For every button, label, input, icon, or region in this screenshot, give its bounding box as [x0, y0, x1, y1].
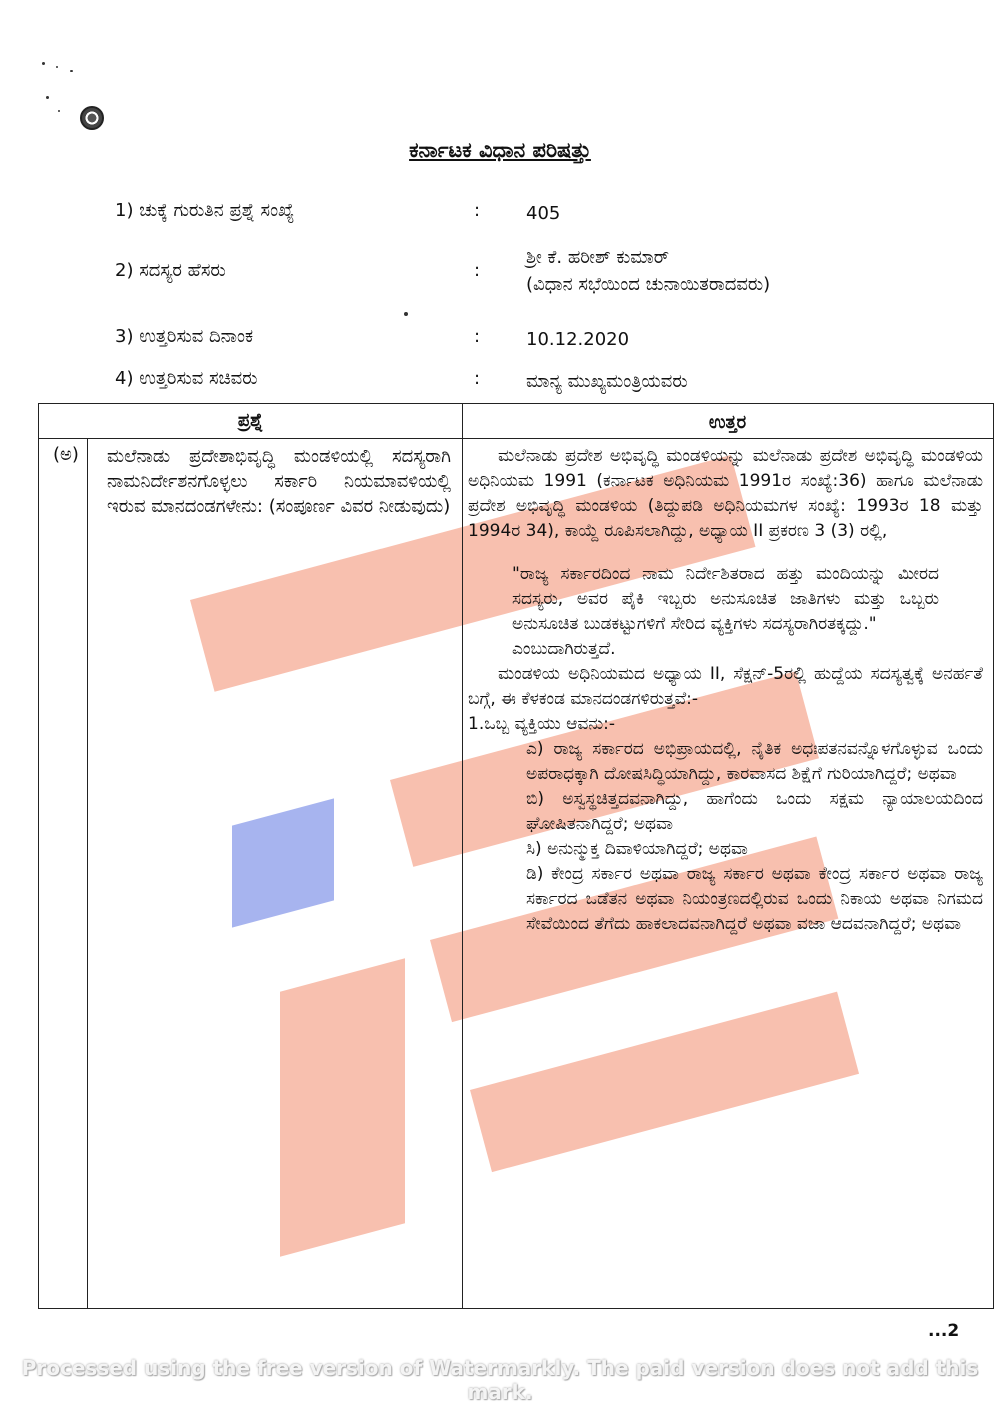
answer-sub-item: ಡಿ) ಕೇಂದ್ರ ಸರ್ಕಾರ ಅಥವಾ ರಾಜ್ಯ ಸರ್ಕಾರ ಅಥವಾ ಕೇಂದ್ರ ಸರ್ಕಾರ ಅಥವಾ ರಾಜ್ಯ ಸರ್ಕಾರದ ಒಡೆತನ ಅಥವಾ ನಿಯಂತ್ರಣದಲ್ಲಿರುವ ಒಂದು ನಿಕಾಯ ಅಥವಾ ನಿಗಮದ ಸೇವೆಯಿಂದ ತೆಗೆದು ಹಾಕಲಾದವನಾಗಿದ್ದರೆ ಅಥವಾ ವಜಾ ಆದವನಾಗಿದ್ದರೆ; ಅಥವಾ — [526, 864, 983, 934]
question-text: ಮಲೆನಾಡು ಪ್ರದೇಶಾಭಿವೃದ್ಧಿ ಮಂಡಳಿಯಲ್ಲಿ ಸದಸ್ಯರಾಗಿ ನಾಮನಿರ್ದೇಶನಗೊಳ್ಳಲು ಸರ್ಕಾರಿ ನಿಯಮಾವಳಿಯಲ್ಲಿ ಇರುವ ಮಾನದಂಡಗಳೇನು: (ಸಂಪೂರ್ಣ ವಿವರ ನೀಡುವುದು) — [107, 446, 451, 517]
meta-value: 10.12.2020 — [526, 329, 630, 350]
column-divider — [87, 438, 88, 1308]
answer-quote-tail: ಎಂಬುದಾಗಿರುತ್ತದೆ. — [512, 639, 616, 659]
footer-watermark-text: Processed using the free version of Watermarkly. The paid version does not add this mark. — [21, 1356, 979, 1404]
answer-sub-item: ಬಿ) ಅಸ್ವಸ್ಥಚಿತ್ತದವನಾಗಿದ್ದು, ಹಾಗೆಂದು ಒಂದು ಸಕ್ಷಮ ನ್ಯಾಯಾಲಯದಿಂದ ಘೋಷಿತನಾಗಿದ್ದರೆ; ಅಥವಾ — [526, 789, 983, 834]
meta-value: ಮಾನ್ಯ ಮುಖ್ಯಮಂತ್ರಿಯವರು — [526, 371, 688, 392]
meta-value — [526, 244, 770, 298]
header-question: ಪ್ರಶ್ನೆ — [237, 410, 264, 431]
question-number: (ಅ) — [53, 444, 79, 465]
member-name: ಶ್ರೀ ಕೆ. ಹರೀಶ್ ಕುಮಾರ್ — [526, 247, 670, 268]
answer-text — [468, 444, 983, 937]
answer-paragraph: ಮಂಡಳಿಯ ಅಧಿನಿಯಮದ ಅಧ್ಯಾಯ II, ಸೆಕ್ಷನ್-5ರಲ್ಲಿ ಹುದ್ದೆಯ ಸದಸ್ಯತ್ವಕ್ಕೆ ಅನರ್ಹತೆ ಬಗ್ಗೆ, ಈ ಕೆಳಕಂಡ ಮಾನದಂಡಗಳಿರುತ್ತವೆ:- — [468, 664, 983, 709]
meta-label: 3) ಉತ್ತರಿಸುವ ದಿನಾಂಕ — [115, 326, 254, 347]
page-number: ...2 — [928, 1321, 960, 1341]
answer-quote: "ರಾಜ್ಯ ಸರ್ಕಾರದಿಂದ ನಾಮ ನಿರ್ದೇಶಿತರಾದ ಹತ್ತು ಮಂದಿಯನ್ನು ಮೀರದ ಸದಸ್ಯರು, ಅವರ ಪೈಕಿ ಇಬ್ಬರು ಅನುಸೂಚಿತ ಜಾತಿಗಳು ಮತ್ತು ಒಬ್ಬರು ಅನುಸೂಚಿತ ಬುಡಕಟ್ಟುಗಳಿಗೆ ಸೇರಿದ ವ್ಯಕ್ತಿಗಳು ಸದಸ್ಯರಾಗಿರತಕ್ಕದ್ದು." — [512, 564, 939, 634]
scan-speck — [56, 66, 58, 68]
answer-sub-item: ಎ) ರಾಜ್ಯ ಸರ್ಕಾರದ ಅಭಿಪ್ರಾಯದಲ್ಲಿ, ನೈತಿಕ ಅಧಃಪತನವನ್ನೊಳಗೊಳ್ಳುವ ಒಂದು ಅಪರಾಧಕ್ಕಾಗಿ ದೋಷಸಿದ್ಧಿಯಾಗಿದ್ದು, ಕಾರವಾಸದ ಶಿಕ್ಷೆಗೆ ಗುರಿಯಾಗಿದ್ದರೆ; ಅಥವಾ — [526, 739, 983, 784]
emblem-icon — [80, 106, 104, 130]
meta-colon: : — [474, 326, 481, 347]
scan-speck — [58, 110, 60, 112]
meta-colon: : — [474, 368, 481, 389]
question-answer-table — [38, 403, 994, 1309]
scan-speck — [46, 96, 49, 99]
meta-colon: : — [474, 200, 481, 221]
column-divider — [462, 404, 463, 1308]
meta-label: 1) ಚುಕ್ಕೆ ಗುರುತಿನ ಪ್ರಶ್ನೆ ಸಂಖ್ಯೆ — [115, 200, 295, 221]
table-header — [39, 404, 993, 439]
answer-item: 1.ಒಬ್ಬ ವ್ಯಕ್ತಿಯು ಆವನು:- — [468, 714, 616, 734]
document-title: ಕರ್ನಾಟಕ ವಿಧಾನ ಪರಿಷತ್ತು — [409, 138, 591, 162]
meta-value: 405 — [526, 203, 561, 224]
meta-colon: : — [474, 260, 481, 281]
header-answer: ಉತ್ತರ — [708, 412, 747, 433]
member-constituency: (ವಿಧಾನ ಸಭೆಯಿಂದ ಚುನಾಯಿತರಾದವರು) — [526, 274, 771, 295]
scan-speck — [404, 312, 408, 316]
scan-speck — [70, 70, 73, 72]
scan-speck — [42, 62, 45, 65]
meta-label: 2) ಸದಸ್ಯರ ಹೆಸರು — [115, 260, 226, 281]
meta-label: 4) ಉತ್ತರಿಸುವ ಸಚಿವರು — [115, 368, 258, 389]
answer-paragraph: ಮಲೆನಾಡು ಪ್ರದೇಶ ಅಭಿವೃದ್ಧಿ ಮಂಡಳಿಯನ್ನು ಮಲೆನಾಡು ಪ್ರದೇಶ ಅಭಿವೃದ್ಧಿ ಮಂಡಳಿಯ ಅಧಿನಿಯಮ 1991 (ಕರ್ನಾಟಕ ಅಧಿನಿಯಮ 1991ರ ಸಂಖ್ಯೆ:36) ಹಾಗೂ ಮಲೆನಾಡು ಪ್ರದೇಶ ಅಭಿವೃದ್ಧಿ ಮಂಡಳಿಯ (ತಿದ್ದುಪಡಿ ಅಧಿನಿಯಮಗಳ ಸಂಖ್ಯೆ: 1993ರ 18 ಮತ್ತು 1994ರ 34), ಕಾಯ್ದೆ ರೂಪಿಸಲಾಗಿದ್ದು, ಅಧ್ಯಾಯ II ಪ್ರಕರಣ 3 (3) ರಲ್ಲಿ, — [468, 446, 983, 541]
answer-sub-item: ಸಿ) ಅನುನ್ಮುಕ್ತ ದಿವಾಳಿಯಾಗಿದ್ದರೆ; ಅಥವಾ — [526, 839, 748, 859]
